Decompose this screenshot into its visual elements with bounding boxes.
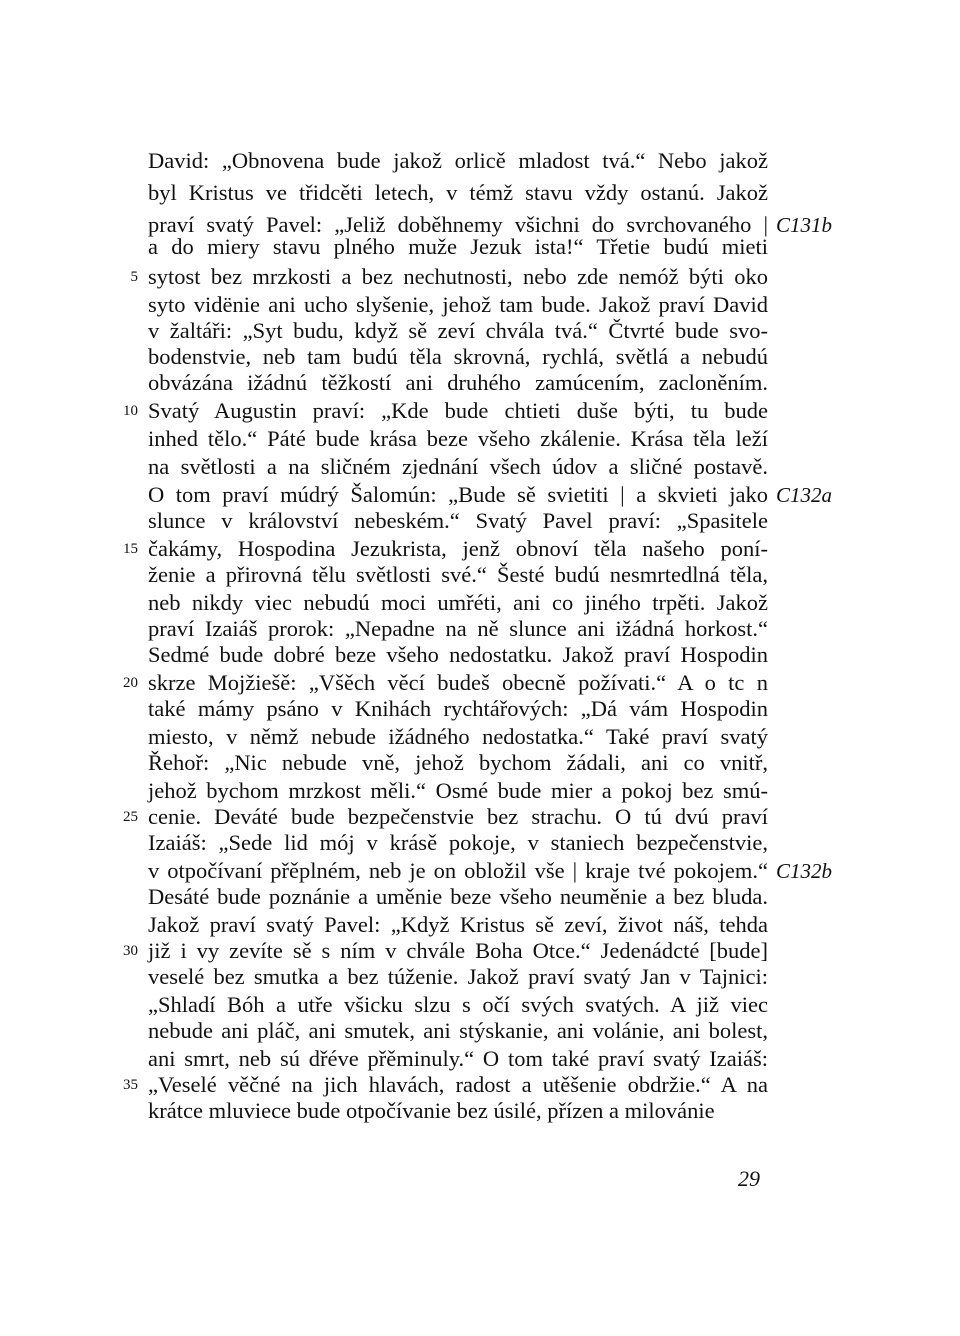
text-line: Desáté bude poznánie a uměnie beze všeho neuměnie a bez bluda. <box>148 884 768 909</box>
line-number: 15 <box>123 541 138 557</box>
text-line: David: „Obnovena bude jakož orlicě mladost tvá.“ Nebo jakož <box>148 148 768 173</box>
text-line: Izaiáš: „Sede lid mój v krásě pokoje, v staniech bezpečenstvie, <box>148 830 768 855</box>
text-line: inhed tělo.“ Páté bude krása beze všeho zkálenie. Krása těla leží <box>148 426 768 451</box>
text-line: skrze Mojžiešě: „Všěch věcí budeš obecně požívati.“ A o tc n <box>148 670 768 695</box>
text-line: na světlosti a na sličném zjednání všech údov a sličné postavě. <box>148 454 768 479</box>
page-number: 29 <box>738 1166 760 1191</box>
text-line: krátce mluviece bude otpočívanie bez úsilé, přízen a milovánie <box>148 1098 715 1123</box>
text-line: praví Izaiáš prorok: „Nepadne na ně slunce ani ižádná horkost.“ <box>148 616 768 641</box>
text-line: Svatý Augustin praví: „Kde bude chtieti duše býti, tu bude <box>148 398 768 423</box>
text-line: sytost bez mrzkosti a bez nechutnosti, nebo zde nemóž býti oko <box>148 264 768 289</box>
line-number: 25 <box>123 809 138 825</box>
text-line: byl Kristus ve třidcěti letech, v témž stavu vždy ostanú. Jakož <box>148 180 768 205</box>
text-line: již i vy zevíte sě s ním v chvále Boha Otce.“ Jedenádcté [bude] <box>148 938 768 963</box>
text-line: cenie. Deváté bude bezpečenstvie bez strachu. O tú dvú praví <box>148 804 768 829</box>
text-line: „Veselé věčné na jich hlavách, radost a utěšenie obdržie.“ A na <box>148 1072 768 1097</box>
text-line: ani smrt, neb sú dřéve přěminuly.“ O tom také praví svatý Izaiáš: <box>148 1046 768 1071</box>
marginal-reference: C132b <box>776 859 833 883</box>
text-line: slunce v království nebeském.“ Svatý Pavel praví: „Spasitele <box>148 508 768 533</box>
text-line: bodenstvie, neb tam budú těla skrovná, rychlá, světlá a nebudú <box>148 344 768 369</box>
text-line: neb nikdy viec nebudú moci umřéti, ani co jiného trpěti. Jakož <box>148 590 768 615</box>
text-line: také mámy psáno v Knihách rychtářových: „Dá vám Hospodin <box>148 696 768 721</box>
line-number: 10 <box>123 403 138 419</box>
text-line: praví svatý Pavel: „Jeliž doběhnemy všichni do svrchovaného | <box>148 212 768 237</box>
text-line: syto vidënie ani ucho slyšenie, jehož tam bude. Jakož praví David <box>148 292 768 317</box>
text-line: veselé bez smutka a bez túženie. Jakož praví svatý Jan v Tajnici: <box>148 964 768 989</box>
text-line: v žaltáři: „Syt budu, když sě zeví chvála tvá.“ Čtvrté bude svo- <box>148 318 768 343</box>
line-number: 30 <box>123 943 138 959</box>
text-line: Sedmé bude dobré beze všeho nedostatku. Jakož praví Hospodin <box>148 642 768 667</box>
text-line: obvázána ižádnú těžkostí ani druhého zamúcením, zacloněním. <box>148 370 768 395</box>
text-line: čakámy, Hospodina Jezukrista, jenž obnoví těla našeho poní- <box>148 536 768 561</box>
text-line: nebude ani pláč, ani smutek, ani stýskanie, ani volánie, ani bolest, <box>148 1018 768 1043</box>
line-number: 20 <box>123 675 138 691</box>
marginal-reference: C131b <box>776 213 833 237</box>
marginal-reference: C132a <box>776 483 833 507</box>
text-line: O tom praví múdrý Šalomún: „Bude sě svietiti | a skvieti jako <box>148 482 768 507</box>
text-line: Jakož praví svatý Pavel: „Když Kristus sě zeví, život náš, tehda <box>148 912 768 937</box>
text-line: miesto, v němž nebude ižádného nedostatka.“ Také praví svatý <box>148 724 768 749</box>
line-number: 35 <box>123 1077 138 1093</box>
text-line: Řehoř: „Nic nebude vně, jehož bychom žádali, ani co vnitř, <box>148 750 768 775</box>
text-line: „Shladí Bóh a utře všicku slzu s očí svých svatých. A již viec <box>148 992 768 1017</box>
text-line: v otpočívaní přěplném, neb je on obložil vše | kraje tvé pokojem.“ <box>148 858 768 883</box>
line-number: 5 <box>130 269 138 285</box>
text-line: a do miery stavu plného muže Jezuk ista!“ Třetie budú mieti <box>148 234 768 259</box>
text-line: ženie a přirovná tělu světlosti své.“ Šesté budú nesmrtedlná těla, <box>148 562 768 587</box>
text-line: jehož bychom mrzkost měli.“ Osmé bude mier a pokoj bez smú- <box>148 778 768 803</box>
